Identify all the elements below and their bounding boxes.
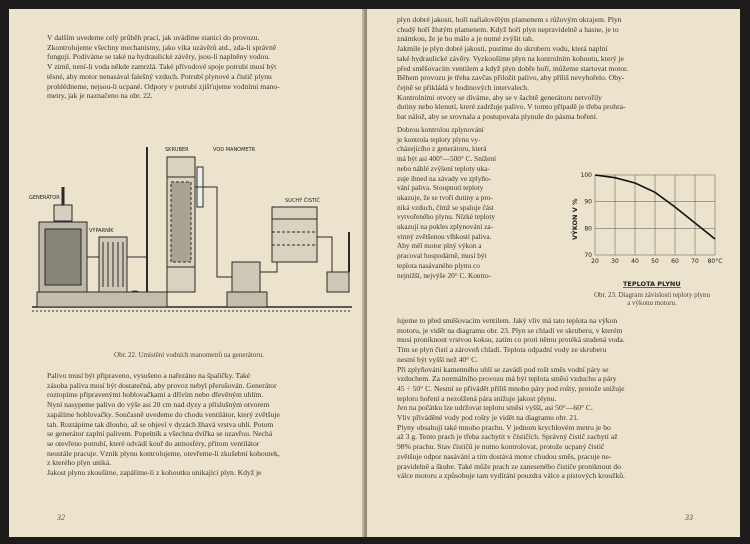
text-line: fungují. Podíváme se také na hydraulické závěry, jsou-li naplněny vodou. xyxy=(47,52,271,62)
text-line: dutiny nebo klenutí, které zadržuje palivo. V tomto případě je třeba prohra- xyxy=(397,102,626,112)
text-line: ukazuje, že se tvoří dutiny a pro- xyxy=(397,192,493,202)
label-manometr: VOD MANOMETR xyxy=(213,147,256,153)
text-line: cházejícího z generátoru, která xyxy=(397,144,487,154)
x-tick-label: 50 xyxy=(651,258,659,265)
text-line: metry, jak je naznačeno na obr. 22. xyxy=(47,91,153,101)
figure-23-chart xyxy=(565,165,737,290)
text-line: prohlédneme, nejsou-li ucpané. Odpory v potrubí zjišťujeme vodními mano- xyxy=(47,81,280,91)
right-top-text xyxy=(397,15,722,122)
text-line: teplotu hoření a nezolžená pára snižuje jakost plynu. xyxy=(397,393,557,403)
text-line: je kontrola teploty plynu vy- xyxy=(397,134,481,144)
figure-22-gas-generator xyxy=(27,137,357,342)
right-bottom-text xyxy=(397,316,727,481)
text-line: čejně se přikládá v hodinových intervalech. xyxy=(397,82,529,92)
label-generator: GENERÁTOR xyxy=(29,195,60,201)
x-tick-label: 20 xyxy=(591,258,599,265)
x-tick-label: 40 xyxy=(631,258,639,265)
text-line: Vliv přiváděné vody pod rošty je vidět na diagramu obr. 21. xyxy=(397,413,579,423)
text-line: ukazují na pokles zplynování za- xyxy=(397,222,494,232)
text-line: Dobrou kontrolou zplynování xyxy=(397,125,484,134)
text-line: Jakmile je plyn dobré jakosti, pustíme do skruberu vodu, která naplní xyxy=(397,44,608,54)
text-line: neustále pracuje. Vznik plynu kontrolujeme, otevřeme-li zkušební kohoutek, xyxy=(47,448,280,458)
figure-22-caption: Obr. 22. Umístění vodních manometrů na generátoru. xyxy=(114,351,264,359)
text-line: nejnižší, nejvýše 20° C. Kontro- xyxy=(397,270,492,280)
text-line: zásoba paliva musí být dostatečná, aby provoz nebyl přerušován. Generátor xyxy=(47,380,277,390)
text-line: V zimě, není-li voda někde zamrzlá. Také přívodové spoje potrubí musí být xyxy=(47,62,277,72)
text-line: Aby měl motor plný výkon a xyxy=(397,241,482,251)
y-tick-label: 70 xyxy=(584,252,592,259)
text-line: zvětšuje odpor nasávání a tím dostává motor chudou směs, pracuje ne- xyxy=(397,451,612,461)
chart-grid xyxy=(595,175,715,255)
text-line: válce motoru a způsobuje tam vydírání pouzdra válce a pístových kroužků. xyxy=(397,471,625,481)
text-line: těsné, aby motor nenasával falešný vzduch. Potrubí plynové a čistič plynu xyxy=(47,71,272,81)
page-number-left: 32 xyxy=(57,513,65,522)
text-line: vinný zvětšenou vlhkostí paliva. xyxy=(397,231,492,241)
text-line: nebo náhlé zvýšení teploty uka- xyxy=(397,163,490,173)
x-tick-label: 70 xyxy=(691,258,699,265)
caption-line: Obr. 23. Diagram závislosti teploty plynu xyxy=(593,291,711,299)
text-line: také hydraulické závěry. Vyzkoušíme plyn na kontrolním kohoutu, který je xyxy=(397,53,624,63)
figure-23-caption xyxy=(567,291,737,307)
page-number-right: 33 xyxy=(685,513,693,522)
right-page xyxy=(367,9,740,537)
text-line: se otevřeno potrubí, které odvádí kouř do atmosféry, přitom ventilátor xyxy=(47,438,260,448)
text-line: Nyní nasypeme palivo do výše asi 20 cm nad dyzy a příslušným otvorem xyxy=(47,400,270,410)
y-tick-label: 80 xyxy=(584,225,592,233)
caption-line: a výkonu motoru. xyxy=(627,299,677,307)
text-line: Při zplyňování kamenného uhlí se zavádí pod rošt směs vodní páry se xyxy=(397,364,609,374)
text-line: Kontrolními otvory se díváme, aby se v šachtě generátoru netvořily xyxy=(397,92,602,102)
text-line: chudý hoří žlutým plamenem. Když hoří plyn nepravidelně a hasne, je to xyxy=(397,24,619,34)
text-line: zuje ihned na závady ve zplyňo- xyxy=(397,173,492,183)
text-line: až 3 g. Tento prach je třeba zachytit v čističích. Správný čistič zachytí až xyxy=(397,432,618,442)
text-line: motoru, je vidět na diagramu obr. 23. Plyn se chladí ve skruberu, v kterém xyxy=(397,325,623,335)
text-line: Během provozu je třeba zavčas přiložit palivo, aby příliš nevyhořelo. Oby- xyxy=(397,73,625,83)
text-line: lujeme to před směšovacím ventilem. Jaký vliv má tato teplota na výkon xyxy=(397,316,618,325)
text-line: zapálíme hoblovačky. Současně uvedeme do chodu ventilátor, který zvětšuje xyxy=(47,409,280,419)
x-tick-label: 30 xyxy=(611,258,619,265)
text-line: nesmí být vyšší než 40° C. xyxy=(397,354,479,364)
text-line: známkou, že je ho málo a je nutné zvýšit tah. xyxy=(397,34,534,44)
text-line: vání paliva. Stoupnutí teploty xyxy=(397,183,484,193)
text-line: musí proniknout vrstvou koksu, zatím co proti němu protéká studená voda. xyxy=(397,335,625,345)
text-line: pracoval hospodárně, musí být xyxy=(397,251,487,261)
y-axis-label: VÝKON V % xyxy=(571,198,579,240)
text-line: z kterého plyn uniká. xyxy=(47,458,112,468)
text-line: 45 ÷ 50° C. Nesmí se přivádět příliš mnoho páry pod rošty, protože snižuje xyxy=(397,383,625,393)
text-line: roztopíme připravenými hoblovačkami a dřívím nebo dřevěným uhlím. xyxy=(47,390,264,400)
y-tick-label: 100 xyxy=(580,172,592,179)
x-tick-label: 60 xyxy=(671,258,679,265)
text-line: vzduchem. Za normálního provozu má být teplota směsi vzduchu a páry xyxy=(397,374,617,384)
x-axis-label: TEPLOTA PLYNU xyxy=(623,280,681,288)
text-line: Jen na počátku lze udržovat teplotu směsi vyšší, asi 50°—60° C. xyxy=(397,403,593,413)
y-tick-label: 90 xyxy=(584,198,592,206)
text-line: bat nálož, aby se srovnala a postupovala plynule do pásma hoření. xyxy=(397,112,598,122)
text-line: tah. Roztápíme tak dlouho, až se objeví v dyzách žhavá vrstva uhlí. Potom xyxy=(47,419,274,429)
text-line: pravidelně a škube. Také může prach ze zaneseného čističe proniknout do xyxy=(397,461,621,471)
x-tick-label: 80°C xyxy=(707,258,723,265)
text-line: Palivo musí být připraveno, vysušeno a nařezáno na špalíčky. Také xyxy=(47,371,251,380)
left-body-text xyxy=(47,371,347,478)
left-intro-text xyxy=(47,33,347,101)
right-side-text xyxy=(397,125,569,280)
text-line: niká vzduch, čímž se spaluje část xyxy=(397,202,494,212)
text-line: teplota nasávaného plynu co xyxy=(397,260,480,270)
text-line: Jakost plynu zkoušíme, zapálíme-li z kohoutku unikající plyn. Když je xyxy=(47,468,262,478)
text-line: vytvořeného plynu. Nízké teploty xyxy=(397,212,496,222)
chart-ticks xyxy=(581,172,723,265)
label-vyparnik: VÝPARNÍK xyxy=(89,228,114,234)
left-page xyxy=(9,9,365,537)
text-line: Plyny obsahují také mnoho prachu. V jednom krychlovém metru je bo xyxy=(397,422,611,432)
text-line: Zkontrolujeme všechny mechanismy, jako víka uzávěrů atd., zda-li správně xyxy=(47,42,277,52)
text-line: plyn dobré jakosti, hoří nafialovělým plamenem s růžovým okrajem. Plyn xyxy=(397,15,622,24)
text-line: V dalším uvedeme celý průběh prací, jak uvádíme stanici do provozu. xyxy=(47,33,260,42)
text-line: 98% prachu. Stav čističů je nutno kontrolovat, protože ucpaný čistič xyxy=(397,442,605,452)
text-line: před směšovacím ventilem a když plyn dobře hoří, můžeme startovat motor. xyxy=(397,63,629,73)
label-cistic: SUCHÝ ČISTIČ xyxy=(285,198,320,204)
label-skruber: SKRUBER xyxy=(165,147,189,153)
text-line: se generátor zaplní palivem. Popelník a všechna dvířka se uzavřou. Nechá xyxy=(47,429,273,439)
text-line: Tím se plyn čistí a zároveň chladí. Teplota odpadní vody ze skruberu xyxy=(397,345,607,355)
text-line: má být asi 400°—500° C. Snížení xyxy=(397,154,497,164)
